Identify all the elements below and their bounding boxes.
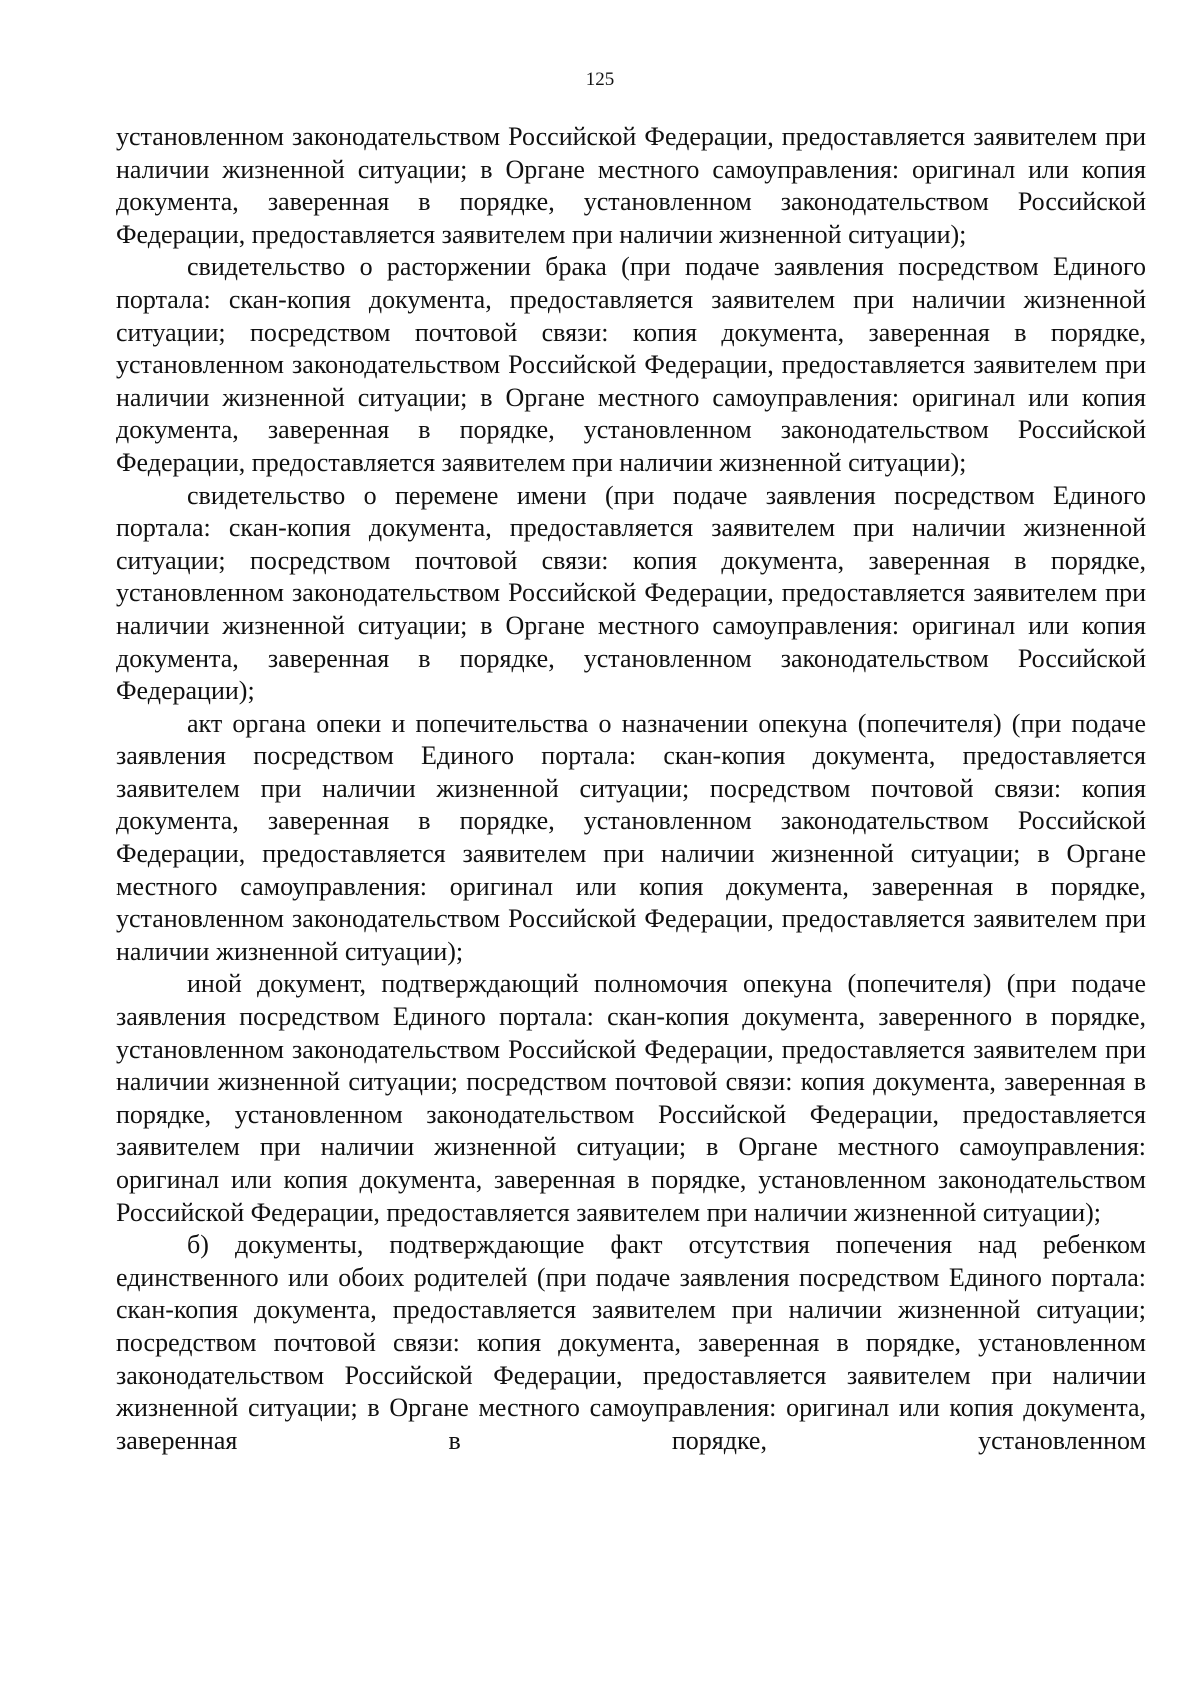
document-body <box>116 121 1146 1457</box>
paragraph-guardian-authority-document: иной документ, подтверждающий полномочия опекуна (попечителя) (при подаче заявления посредством Единого портала: скан-копия документа, заверенного в порядке, установленном законодательством Российской Федерации, предоставляется заявителем при наличии жизненной ситуации; посредством почтовой связи: копия документа, заверенная в порядке, установленном законодательством Российской Федерации, предоставляется заявителем при наличии жизненной ситуации; в Органе местного самоуправления: оригинал или копия документа, заверенная в порядке, установленном законодательством Российской Федерации, предоставляется заявителем при наличии жизненной ситуации); <box>116 969 1146 1227</box>
paragraph-parental-care-absence: б) документы, подтверждающие факт отсутствия попечения над ребенком единственного или обоих родителей (при подаче заявления посредством Единого портала: скан-копия документа, предоставляется заявителем при наличии жизненной ситуации; посредством почтовой связи: копия документа, заверенная в порядке, установленном законодательством Российской Федерации, предоставляется заявителем при наличии жизненной ситуации; в Органе местного самоуправления: оригинал или копия документа, заверенная в порядке, установленном <box>116 1230 1146 1455</box>
paragraph-name-change-certificate: свидетельство о перемене имени (при подаче заявления посредством Единого портала: скан-копия документа, предоставляется заявителем при наличии жизненной ситуации; посредством почтовой связи: копия документа, заверенная в порядке, установленном законодательством Российской Федерации, предоставляется заявителем при наличии жизненной ситуации; в Органе местного самоуправления: оригинал или копия документа, заверенная в порядке, установленном законодательством Российской Федерации); <box>116 480 1146 706</box>
paragraph-guardianship-act: акт органа опеки и попечительства о назначении опекуна (попечителя) (при подаче заявления посредством Единого портала: скан-копия документа, предоставляется заявителем при наличии жизненной ситуации; посредством почтовой связи: копия документа, заверенная в порядке, установленном законодательством Российской Федерации, предоставляется заявителем при наличии жизненной ситуации; в Органе местного самоуправления: оригинал или копия документа, заверенная в порядке, установленном законодательством Российской Федерации, предоставляется заявителем при наличии жизненной ситуации); <box>116 708 1146 966</box>
page-number: 125 <box>585 69 615 90</box>
paragraph-continuation: установленном законодательством Российской Федерации, предоставляется заявителем при наличии жизненной ситуации; в Органе местного самоуправления: оригинал или копия документа, заверенная в порядке, установленном законодательством Российской Федерации, предоставляется заявителем при наличии жизненной ситуации); <box>116 122 1146 249</box>
paragraph-divorce-certificate: свидетельство о расторжении брака (при подаче заявления посредством Единого портала: скан-копия документа, предоставляется заявителем при наличии жизненной ситуации; посредством почтовой связи: копия документа, заверенная в порядке, установленном законодательством Российской Федерации, предоставляется заявителем при наличии жизненной ситуации; в Органе местного самоуправления: оригинал или копия документа, заверенная в порядке, установленном законодательством Российской Федерации, предоставляется заявителем при наличии жизненной ситуации); <box>116 252 1146 477</box>
